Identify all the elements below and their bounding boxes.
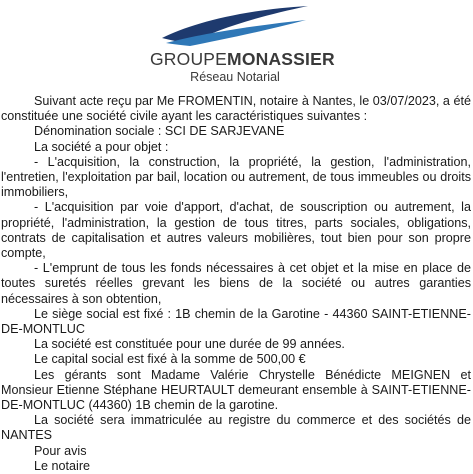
managers-paragraph: Les gérants sont Madame Valérie Chrystelle Bénédicte MEIGNEN et Monsieur Etienne Stéphane HEURTAULT demeurant ensemble à SAINT-ETIENNE-DE-MONTLUC (44360) 1B chemin de la garotine. (1, 367, 471, 413)
intro-paragraph: Suivant acte reçu par Me FROMENTIN, notaire à Nantes, le 03/07/2023, a été constituée une société civile ayant les caractéristiques suivantes : (1, 94, 471, 124)
brand-name-bold: MONASSIER (227, 49, 335, 69)
capital-line: Le capital social est fixé à la somme de 500,00 € (34, 352, 306, 367)
brand-tagline: Réseau Notarial (190, 70, 280, 84)
swoosh-logo-icon (160, 4, 310, 46)
purpose-item-1: - L'acquisition, la construction, la propriété, la gestion, l'administration, l'entretien, l'exploitation par bail, location ou autrement, de tous immeubles ou droits immobiliers, (1, 154, 471, 200)
groupe-monassier-logo (150, 4, 335, 86)
signature-line: Le notaire (34, 458, 91, 473)
purpose-heading: La société a pour objet : (34, 139, 169, 154)
registered-office: Le siège social est fixé : 1B chemin de la Garotine - 44360 SAINT-ETIENNE-DE-MONTLUC (1, 306, 471, 337)
legal-notice (1, 94, 471, 474)
duration-line: La société est constituée pour une durée de 99 années. (34, 337, 345, 352)
registration-line: La société sera immatriculée au registre du commerce et des sociétés de NANTES (1, 413, 471, 443)
purpose-item-3: - L'emprunt de tous les fonds nécessaires à cet objet et la mise en place de toutes suretés réelles grevant les biens de la société ou autres garanties nécessaires à son obtention, (1, 261, 471, 306)
company-name-line: Dénomination sociale : SCI DE SARJEVANE (34, 124, 285, 139)
sign-off-line: Pour avis (34, 443, 87, 458)
brand-name (150, 49, 335, 70)
purpose-item-2: - L'acquisition par voie d'apport, d'achat, de souscription ou autrement, la propriété, l'administration, la gestion de tous titres, parts sociales, obligations, contrats de capitalisation et autres valeurs mobilières, tout bien pour son propre compte, (1, 200, 471, 261)
brand-name-light: GROUPE (150, 49, 228, 69)
